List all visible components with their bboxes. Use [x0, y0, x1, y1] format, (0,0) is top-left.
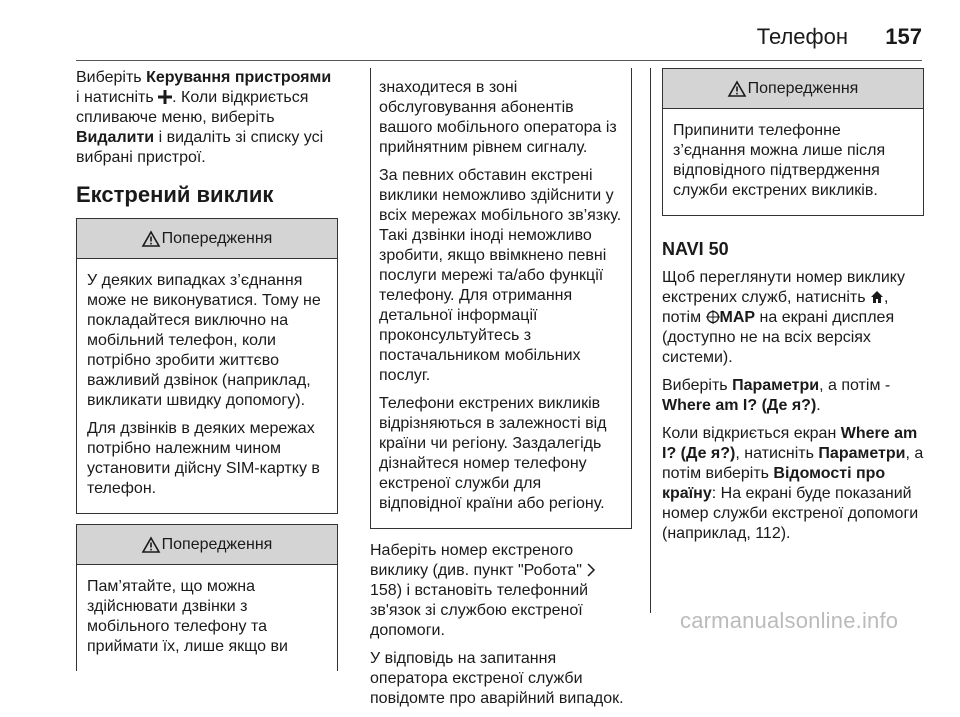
plus-icon	[158, 90, 172, 104]
navi-text-map: MAP	[719, 309, 756, 326]
warning-box-2-body	[77, 565, 337, 671]
warning-box-3	[662, 68, 924, 216]
warning-continued-text-1: знаходитеся в зоні обслуговування абонентів вашого мобільного оператора із прийнятним рівнем сигналу.	[379, 79, 617, 156]
dial-text-a: Наберіть номер екстреного виклику (див. пункт "Робота"	[370, 542, 587, 579]
warning-box-1-text-2: Для дзвінків в деяких мережах потрібно належним чином установити дійсну SIM-картку в телефон.	[87, 420, 320, 497]
column-divider	[650, 68, 651, 613]
operator-paragraph: У відповідь на запитання оператора екстреної служби повідомте про аварійний випадок.	[370, 650, 624, 707]
navi-text-where-am-i: Where am I? (Де я?)	[662, 397, 817, 414]
map-compass-icon	[706, 310, 720, 324]
navi-text-2a: Виберіть	[662, 377, 733, 394]
navi-text-settings: Параметри	[732, 377, 820, 394]
navi-text-settings-2: Параметри	[818, 445, 906, 462]
warning-box-3-body	[663, 109, 923, 215]
warning-box-2-title: Попередження	[161, 535, 273, 553]
warning-box-1-header	[77, 219, 337, 259]
page-reference-arrow-icon	[586, 563, 596, 577]
navi-text-country-info: Відомості про країну	[662, 465, 886, 502]
warning-box-1-text-1: У деяких випадках з’єднання може не виконуватися. Тому не покладайтеся виключно на мобільний телефон, коли потрібно зробити життєво важливий дзвінок (наприклад, викликати швидку допомогу).	[87, 272, 321, 409]
navi-text-2c: , а потім -	[819, 377, 891, 394]
navi-text-where-am-i-2: Where am I? (Де я?)	[662, 425, 918, 462]
warning-box-2-text-1: Пам’ятайте, що можна здійснювати дзвінки з мобільного телефону та приймати їх, лише якщо ви	[87, 578, 288, 655]
navi-text-3g: : На екрані буде показаний номер служби екстреної допомоги (наприклад, 112).	[662, 485, 919, 542]
navi-text-3a: Коли відкриється екран	[662, 425, 841, 442]
section-heading-emergency: Екстрений виклик	[76, 182, 274, 207]
warning-box-3-title: Попередження	[747, 79, 859, 97]
column-3	[662, 68, 924, 552]
navi-text-2e: .	[816, 397, 821, 414]
warning-triangle-icon	[142, 537, 160, 553]
page-title: Телефон	[756, 24, 848, 49]
warning-triangle-icon	[142, 231, 160, 247]
page-number: 157	[885, 24, 922, 49]
warning-continued-text-3: Телефони екстрених викликів відрізняються в залежності від країни чи регіону. Заздалегідь дізнайтеся номер телефону екстреної служби для відповідної країни або регіону.	[379, 395, 607, 512]
warning-box-2-continued	[370, 68, 632, 529]
dial-text-b: 158) і встановіть телефонний зв'язок зі службою екстреної допомоги.	[370, 582, 589, 639]
warning-box-2-header	[77, 525, 337, 565]
navi-text-1a: Щоб переглянути номер виклику екстрених служб, натисніть	[662, 269, 905, 306]
column-2	[370, 68, 632, 717]
warning-box-2	[76, 524, 338, 671]
navi-text-3e: , а потім виберіть	[662, 445, 924, 482]
warning-triangle-icon	[728, 81, 746, 97]
column-1	[76, 68, 338, 681]
dial-paragraph	[370, 541, 632, 641]
navi-paragraph-1	[662, 268, 924, 368]
warning-box-1-body	[77, 259, 337, 513]
home-icon	[870, 290, 884, 304]
header-rule	[76, 60, 922, 61]
warning-box-3-text-1: Припинити телефонне з’єднання можна лише після відповідного підтвердження служби екстрених викликів.	[673, 122, 886, 199]
intro-text-c: і натисніть	[76, 89, 159, 106]
intro-text-delete: Видалити	[76, 129, 155, 146]
warning-continued-text-2: За певних обставин екстрені виклики неможливо здійснити у всіх мережах мобільного зв’язку. Такі дзвінки іноді неможливо зробити, якщо ввімкнено певні послуги мережі та/або функції телефону. Для отримання детальної інформації проконсультуйтесь з постачальником мобільних послуг.	[379, 167, 622, 384]
warning-box-1-title: Попередження	[161, 229, 273, 247]
intro-paragraph	[76, 68, 338, 168]
navi-text-3c: , натисніть	[735, 445, 819, 462]
navi-text-1d: на екрані дисплея (доступно не на всіх версіях системи).	[662, 309, 895, 366]
warning-box-3-header	[663, 69, 923, 109]
watermark: carmanualsonline.info	[680, 608, 899, 633]
navi-paragraph-3	[662, 424, 924, 544]
intro-text-d: . Коли відкриється спливаюче меню, виберіть	[76, 89, 309, 126]
intro-text-a: Виберіть	[76, 69, 147, 86]
page-header	[0, 22, 960, 52]
warning-box-1	[76, 218, 338, 514]
intro-text-f: і видаліть зі списку усі вибрані пристрої.	[76, 129, 324, 166]
navi-paragraph-2	[662, 376, 924, 416]
intro-text-device-mgmt: Керування пристроями	[146, 69, 332, 86]
section-heading-navi50: NAVI 50	[662, 239, 729, 259]
navi-text-1b: , потім	[662, 289, 889, 326]
